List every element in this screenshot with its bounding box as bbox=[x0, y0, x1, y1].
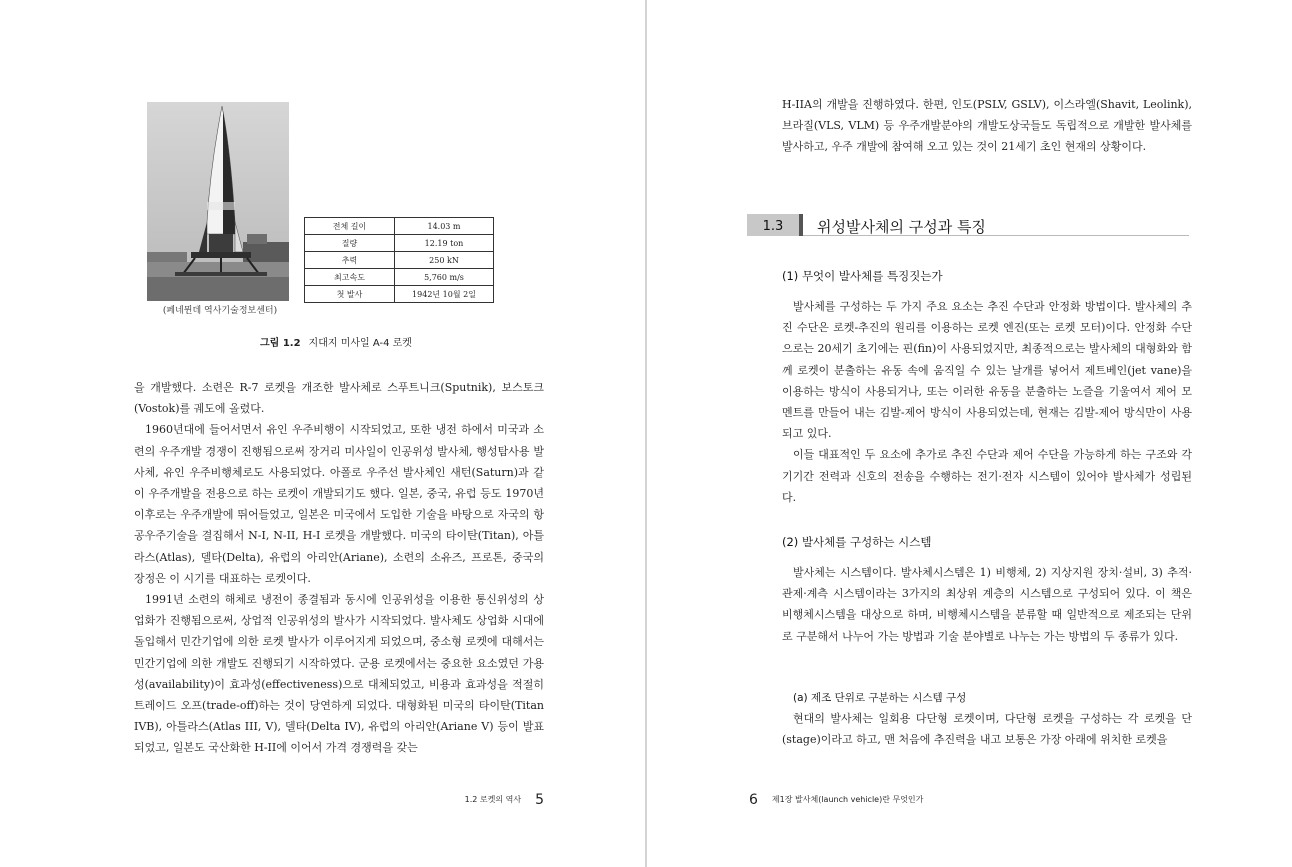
running-header: 제1장 발사체(launch vehicle)란 무엇인가 bbox=[771, 795, 924, 804]
spec-label: 최고속도 bbox=[305, 269, 395, 286]
spec-label: 첫 발사 bbox=[305, 286, 395, 303]
spec-row bbox=[305, 235, 494, 252]
right-footer bbox=[749, 790, 923, 806]
paragraph: 이들 대표적인 두 요소에 추가로 추진 수단과 제어 수단을 가능하게 하는 구조와 각 기기간 전력과 신호의 전송을 수행하는 전기·전자 시스템이 있어야 발사체가 성립된다. bbox=[782, 448, 1192, 504]
figure-title: 지대지 미사일 A-4 로켓 bbox=[308, 338, 412, 349]
section-number: 1.3 bbox=[747, 214, 799, 236]
left-body-text bbox=[134, 377, 544, 759]
spec-row bbox=[305, 286, 494, 303]
spec-row bbox=[305, 252, 494, 269]
right-page bbox=[647, 0, 1292, 867]
intro-paragraph: H-IIA의 개발을 진행하였다. 한편, 인도(PSLV, GSLV), 이스라엘(Shavit, Leolink), 브라질(VLS, VLM) 등 우주개발분야의 개발도상국들도 독립적으로 개발한 발사체를 발사하고, 우주 개발에 참여해 오고 있는 것이 21세기 초인 현재의 상황이다. bbox=[782, 98, 1192, 154]
subsubsection-body: 현대의 발사체는 일회용 다단형 로켓이며, 다단형 로켓을 구성하는 각 로켓을 단(stage)이라고 하고, 맨 처음에 추진력을 내고 보통은 가장 아래에 위치한 로켓을 bbox=[782, 712, 1192, 747]
spec-value: 5,760 m/s bbox=[395, 269, 494, 286]
section-heading bbox=[747, 214, 1189, 236]
subsubsection-title: (a) 제조 단위로 구분하는 시스템 구성 bbox=[793, 692, 967, 704]
page-number: 5 bbox=[535, 792, 544, 808]
spec-label: 질량 bbox=[305, 235, 395, 252]
page-number: 6 bbox=[749, 792, 758, 808]
spec-value: 14.03 m bbox=[395, 218, 494, 235]
subsection-title: (2) 발사체를 구성하는 시스템 bbox=[782, 535, 932, 549]
rocket-photo-image bbox=[147, 102, 289, 301]
left-footer bbox=[465, 790, 544, 806]
a4-rocket-photo bbox=[147, 102, 289, 301]
photo-credit: (페네뮌데 역사기술정보센터) bbox=[162, 306, 278, 316]
rocket-spec-table bbox=[304, 217, 494, 303]
figure-caption bbox=[130, 334, 542, 349]
spec-label: 전체 길이 bbox=[305, 218, 395, 235]
section-title: 위성발사체의 구성과 특징 bbox=[817, 218, 986, 236]
paragraph: 1960년대에 들어서면서 유인 우주비행이 시작되었고, 또한 냉전 하에서 미국과 소련의 우주개발 경쟁이 진행됨으로써 장거리 미사일이 인공위성 발사체, 행성탐사용 발사체, 유인 우주비행체로도 사용되었다. 아폴로 우주선 발사체인 새턴(Saturn)과 같이 우주개발을 전용으로 하는 로켓이 개발되기도 했다. 일본, 중국, 유럽 등도 1970년 이후로는 우주개발에 뛰어들었고, 일본은 미국에서 도입한 기술을 바탕으로 자국의 항공우주기술을 결집해서 N-I, N-II, H-I 로켓을 개발했다. 미국의 타이탄(Titan), 아틀라스(Atlas), 델타(Delta), 유럽의 아리안(Ariane), 소련의 소유즈, 프로톤, 중국의 장정은 이 시기를 대표하는 로켓이다. bbox=[134, 423, 544, 585]
running-header: 1.2 로켓의 역사 bbox=[464, 795, 522, 804]
paragraph: 1991년 소련의 해체로 냉전이 종결됨과 동시에 인공위성을 이용한 통신위성의 상업화가 진행됨으로써, 상업적 인공위성의 발사가 시작되었다. 발사체도 상업화 시대에 돌입해서 민간기업에 의한 로켓 발사가 이루어지게 되었으며, 중소형 로켓에 대해서는 민간기업에 의한 개발도 진행되기 시작하였다. 군용 로켓에서는 중요한 요소였던 가용성(availability)이 효과성(effectiveness)으로 대체되었고, 비용과 효과성을 적절히 트레이드 오프(trade-off)하는 것이 당연하게 되었다. 대형화된 미국의 타이탄(Titan IVB), 아틀라스(Atlas III, V), 델타(Delta IV), 유럽의 아리안(Ariane V) 등이 발표되었고, 일본도 국산화한 H-II에 이어서 가격 경쟁력을 갖는 bbox=[134, 593, 544, 755]
paragraph: 을 개발했다. 소련은 R-7 로켓을 개조한 발사체로 스푸트니크(Sputnik), 보스토크(Vostok)를 궤도에 올렸다. bbox=[134, 381, 544, 416]
spec-row bbox=[305, 269, 494, 286]
spec-row bbox=[305, 218, 494, 235]
spec-value: 12.19 ton bbox=[395, 235, 494, 252]
subsection-2-body: 발사체는 시스템이다. 발사체시스템은 1) 비행체, 2) 지상지원 장치·설비, 3) 추적·관제·계측 시스템이라는 3가지의 최상위 계층의 시스템으로 구성되어 있다. 이 책은 비행체시스템을 대상으로 하며, 비행체시스템을 분류할 때 일반적으로 제조되는 단위로 구분해서 나누어 가는 방법과 기술 분야별로 나누는 가는 방법의 두 종류가 있다. bbox=[782, 566, 1192, 643]
subsection-1-body bbox=[782, 296, 1192, 508]
spec-value: 1942년 10월 2일 bbox=[395, 286, 494, 303]
paragraph: 발사체를 구성하는 두 가지 주요 요소는 추진 수단과 안정화 방법이다. 발사체의 추진 수단은 로켓-추진의 원리를 이용하는 로켓 엔진(또는 로켓 모터)이다. 안정화 수단으로는 20세기 초기에는 핀(fin)이 사용되었지만, 최종적으로는 발사체의 대형화와 함께 로켓이 분출하는 유동 속에 움직일 수 있는 날개를 넣어서 제트베인(jet vane)을 이용하는 방식이 사용되거나, 또는 이러한 유동을 분출하는 노즐을 기울여서 제어 모멘트를 만들어 내는 김발-제어 방식이 사용되었는데, 현재는 김발-제어 방식만이 사용되고 있다. bbox=[782, 300, 1192, 441]
section-bar bbox=[799, 214, 803, 236]
figure-label: 그림 1.2 bbox=[260, 338, 301, 349]
spec-value: 250 kN bbox=[395, 252, 494, 269]
spec-label: 추력 bbox=[305, 252, 395, 269]
subsection-title: (1) 무엇이 발사체를 특징짓는가 bbox=[782, 269, 943, 283]
